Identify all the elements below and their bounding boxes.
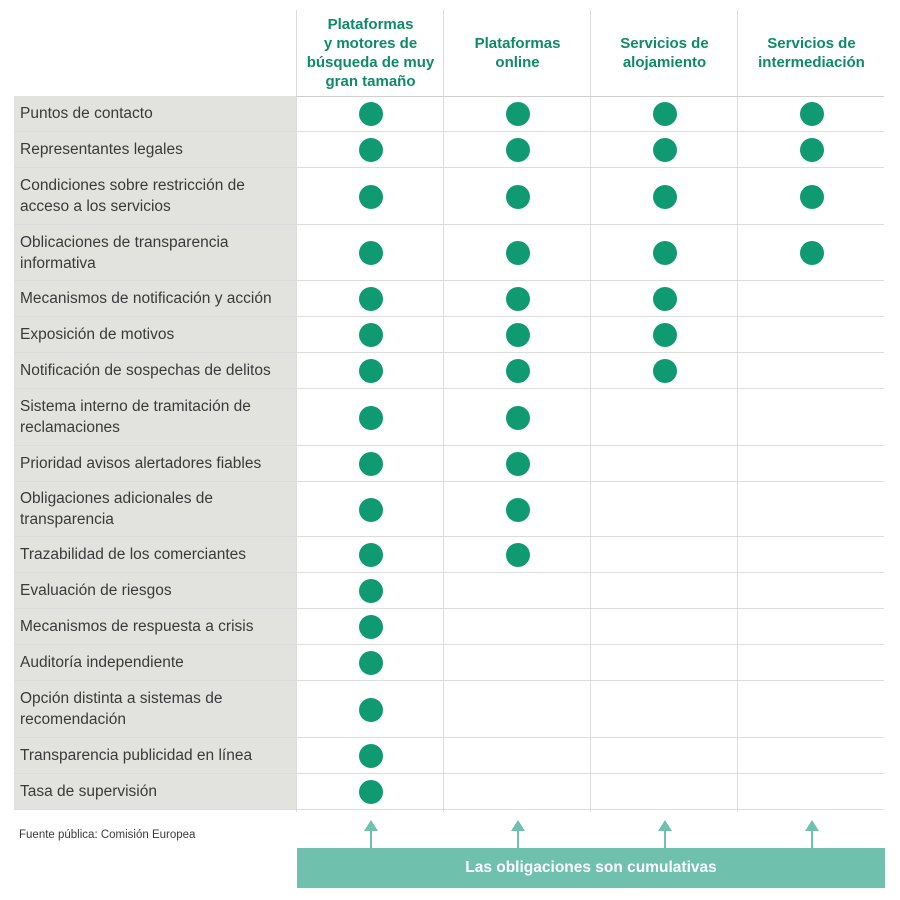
column-header-line: online bbox=[495, 54, 540, 71]
table-row bbox=[14, 537, 884, 573]
obligation-dot bbox=[359, 579, 383, 603]
obligation-dot bbox=[800, 185, 824, 209]
column-header-line: búsqueda de muy bbox=[306, 54, 435, 71]
obligation-dot bbox=[653, 102, 677, 126]
obligation-dot bbox=[653, 287, 677, 311]
row-label: Condiciones sobre restricción de acceso a los servicios bbox=[14, 168, 296, 224]
obligation-dot bbox=[359, 323, 383, 347]
column-header bbox=[297, 10, 444, 96]
obligation-dot bbox=[359, 138, 383, 162]
table-row bbox=[14, 609, 884, 645]
table-row bbox=[14, 446, 884, 482]
row-label: Evaluación de riesgos bbox=[14, 573, 296, 608]
column-header-line: Plataformas bbox=[474, 35, 561, 52]
row-label: Notificación de sospechas de delitos bbox=[14, 353, 296, 388]
column-header bbox=[444, 10, 591, 96]
column-header-line: y motores de bbox=[323, 35, 418, 52]
obligation-dot bbox=[653, 138, 677, 162]
obligation-dot bbox=[359, 359, 383, 383]
obligation-dot bbox=[359, 780, 383, 804]
row-label: Opción distinta a sistemas de recomendación bbox=[14, 681, 296, 737]
obligation-dot bbox=[653, 185, 677, 209]
obligation-dot bbox=[359, 651, 383, 675]
obligation-dot bbox=[359, 452, 383, 476]
obligation-dot bbox=[506, 241, 530, 265]
obligation-dot bbox=[359, 287, 383, 311]
table-row bbox=[14, 353, 884, 389]
table-row bbox=[14, 389, 884, 446]
obligation-dot bbox=[800, 102, 824, 126]
obligation-dot bbox=[359, 102, 383, 126]
obligation-dot bbox=[506, 287, 530, 311]
row-label: Tasa de supervisión bbox=[14, 774, 296, 809]
table-row bbox=[14, 645, 884, 681]
obligation-dot bbox=[359, 698, 383, 722]
column-header-line: Plataformas bbox=[327, 16, 414, 33]
obligation-dot bbox=[506, 323, 530, 347]
column-header bbox=[738, 10, 885, 96]
table-row bbox=[14, 225, 884, 281]
table-row bbox=[14, 281, 884, 317]
obligation-dot bbox=[506, 138, 530, 162]
obligation-dot bbox=[506, 498, 530, 522]
up-arrow-icon bbox=[805, 820, 819, 850]
obligation-dot bbox=[359, 241, 383, 265]
obligation-dot bbox=[506, 102, 530, 126]
column-header-line: alojamiento bbox=[622, 54, 707, 71]
cumulative-banner: Las obligaciones son cumulativas bbox=[297, 848, 885, 888]
table-row bbox=[14, 774, 884, 810]
row-label: Mecanismos de notificación y acción bbox=[14, 281, 296, 316]
obligation-dot bbox=[653, 359, 677, 383]
obligation-dot bbox=[359, 543, 383, 567]
column-header bbox=[591, 10, 738, 96]
obligation-dot bbox=[359, 498, 383, 522]
obligation-dot bbox=[506, 359, 530, 383]
row-label: Transparencia publicidad en línea bbox=[14, 738, 296, 773]
table-row bbox=[14, 482, 884, 537]
row-label: Puntos de contacto bbox=[14, 96, 296, 131]
obligation-dot bbox=[653, 241, 677, 265]
source-note: Fuente pública: Comisión Europea bbox=[19, 829, 196, 841]
obligation-dot bbox=[506, 406, 530, 430]
column-header-line: gran tamaño bbox=[325, 73, 416, 90]
row-label: Prioridad avisos alertadores fiables bbox=[14, 446, 296, 481]
table-row bbox=[14, 132, 884, 168]
obligation-dot bbox=[506, 185, 530, 209]
table-row bbox=[14, 96, 884, 132]
table-row bbox=[14, 738, 884, 774]
row-label: Obligaciones adicionales de transparencia bbox=[14, 482, 296, 536]
row-label: Mecanismos de respuesta a crisis bbox=[14, 609, 296, 644]
column-header-line: Servicios de bbox=[767, 35, 856, 52]
obligation-dot bbox=[653, 323, 677, 347]
table-row bbox=[14, 573, 884, 609]
obligation-dot bbox=[800, 138, 824, 162]
up-arrow-icon bbox=[364, 820, 378, 850]
obligation-dot bbox=[506, 452, 530, 476]
obligation-dot bbox=[359, 406, 383, 430]
obligation-dot bbox=[506, 543, 530, 567]
table-row bbox=[14, 168, 884, 225]
row-label: Sistema interno de tramitación de reclamaciones bbox=[14, 389, 296, 445]
row-label: Trazabilidad de los comerciantes bbox=[14, 537, 296, 572]
row-label: Exposición de motivos bbox=[14, 317, 296, 352]
table-row bbox=[14, 317, 884, 353]
row-label: Representantes legales bbox=[14, 132, 296, 167]
obligation-dot bbox=[359, 615, 383, 639]
column-header-line: intermediación bbox=[758, 54, 865, 71]
obligation-dot bbox=[800, 241, 824, 265]
row-label: Auditoría independiente bbox=[14, 645, 296, 680]
up-arrow-icon bbox=[511, 820, 525, 850]
row-label: Oblicaciones de transparencia informativa bbox=[14, 225, 296, 280]
table-row bbox=[14, 681, 884, 738]
obligation-dot bbox=[359, 744, 383, 768]
up-arrow-icon bbox=[658, 820, 672, 850]
obligation-dot bbox=[359, 185, 383, 209]
column-header-line: Servicios de bbox=[620, 35, 709, 52]
